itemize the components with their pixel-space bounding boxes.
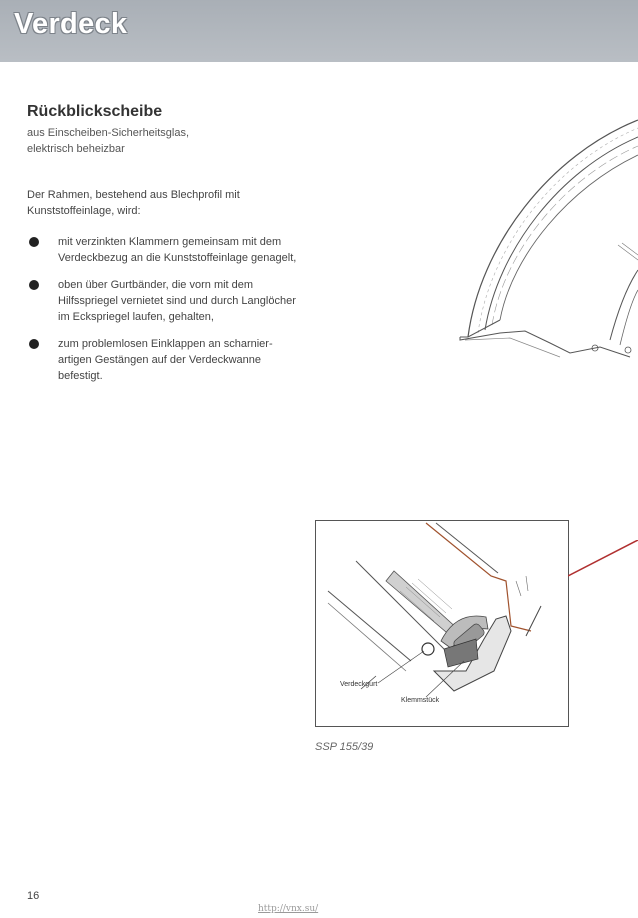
bullet-line: zum problemlosen Einklappen an scharnier- — [58, 338, 273, 350]
bullet-line: Hilfsspriegel vernietet sind und durch Langlöcher — [58, 295, 296, 307]
bullet-dot-icon — [29, 280, 39, 290]
label-klemmstueck: Klemmstück — [401, 697, 440, 704]
subtitle-line: aus Einscheiben-Sicherheitsglas, — [27, 127, 190, 139]
clamp-detail-drawing — [316, 521, 568, 726]
bullet-item — [27, 336, 317, 384]
figure-caption: SSP 155/39 — [315, 741, 374, 753]
bullet-list — [27, 234, 317, 395]
intro-line: Der Rahmen, bestehend aus Blechprofil mit — [27, 189, 240, 201]
page-header — [0, 0, 638, 62]
bullet-line: im Eckspriegel laufen, gehalten, — [58, 311, 214, 323]
intro-line: Kunststoffeinlage, wird: — [27, 205, 141, 217]
bullet-line: oben über Gurtbänder, die vorn mit dem — [58, 279, 254, 291]
bullet-item — [27, 277, 317, 325]
subtitle-line: elektrisch beheizbar — [27, 143, 125, 155]
page-title: Verdeck — [14, 8, 128, 40]
leader-line — [568, 540, 638, 580]
bullet-dot-icon — [29, 237, 39, 247]
bullet-dot-icon — [29, 339, 39, 349]
detail-illustration — [315, 520, 569, 727]
section-title: Rückblickscheibe — [27, 103, 163, 120]
intro-paragraph — [27, 187, 307, 219]
label-verdeckgurt: Verdeckgurt — [340, 681, 378, 688]
page-number: 16 — [27, 890, 40, 902]
bullet-item — [27, 234, 317, 266]
bullet-line: artigen Gestängen auf der Verdeckwanne — [58, 354, 262, 366]
section-subtitle — [27, 125, 307, 157]
bullet-line: befestigt. — [58, 370, 103, 382]
bullet-line: Verdeckbezug an die Kunststoffeinlage genagelt, — [58, 252, 297, 264]
rear-window-frame-diagram — [440, 95, 638, 365]
bullet-line: mit verzinkten Klammern gemeinsam mit dem — [58, 236, 282, 248]
footer-link[interactable]: http://vnx.su/ — [258, 904, 319, 914]
